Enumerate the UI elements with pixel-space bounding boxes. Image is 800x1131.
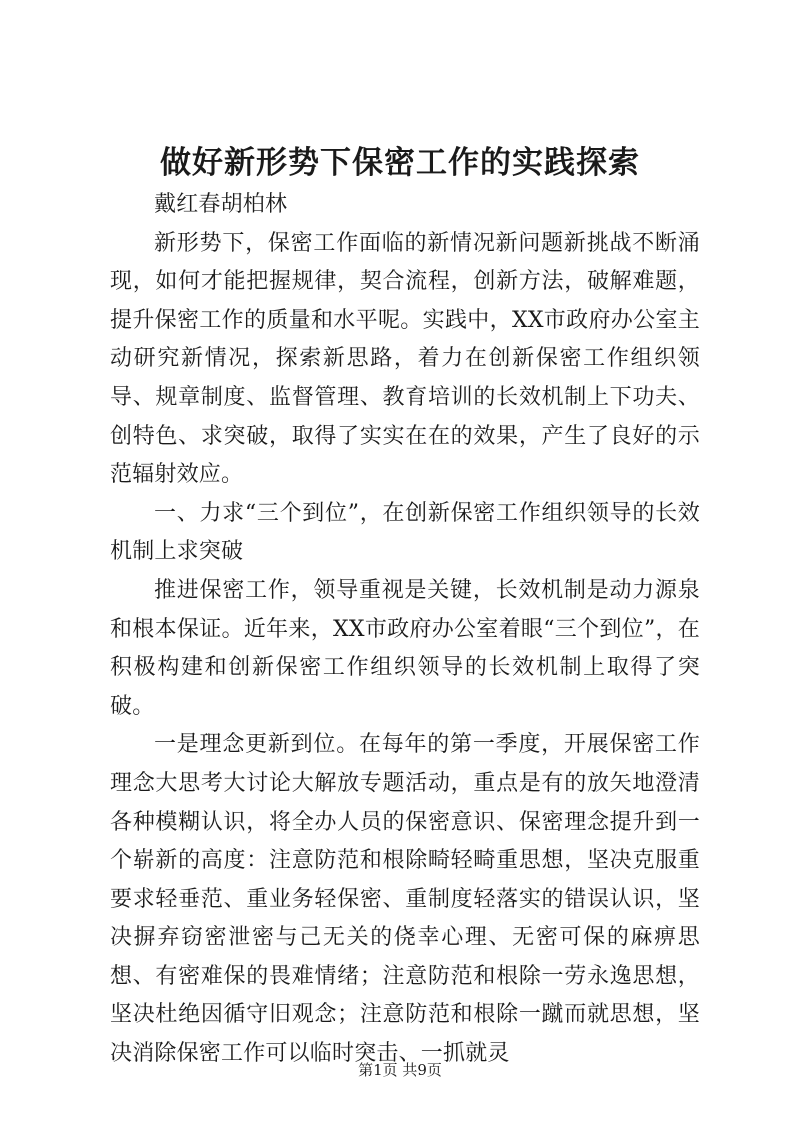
page-number-footer: 第1页 共9页: [358, 1061, 442, 1079]
document-body: [110, 186, 700, 1074]
author-line: 戴红春胡柏林: [154, 192, 288, 217]
point-one-paragraph: 一是理念更新到位。在每年的第一季度，开展保密工作理念大思考大讨论大解放专题活动，重点是有的放矢地澄清各种模糊认识，将全办人员的保密意识、保密理念提升到一个崭新的高度：注意防范和根除畸轻畸重思想，坚决克服重要求轻垂范、重业务轻保密、重制度轻落实的错误认识，坚决摒弃窃密泄密与己无关的侥幸心理、无密可保的麻痹思想、有密难保的畏难情绪；注意防范和根除一劳永逸思想，坚决杜绝因循守旧观念；注意防范和根除一蹴而就思想，坚决消除保密工作可以临时突击、一抓就灵: [110, 732, 700, 1067]
intro-paragraph: 新形势下，保密工作面临的新情况新问题新挑战不断涌现，如何才能把握规律，契合流程，创新方法，破解难题，提升保密工作的质量和水平呢。实践中，XX市政府办公室主动研究新情况，探索新思路，着力在创新保密工作组织领导、规章制度、监督管理、教育培训的长效机制上下功夫、创特色、求突破，取得了实实在在的效果，产生了良好的示范辐射效应。: [110, 230, 700, 488]
document-title: 做好新形势下保密工作的实践探索: [160, 145, 640, 181]
section-heading: 一、力求“三个到位”，在创新保密工作组织领导的长效机制上求突破: [110, 500, 700, 565]
section-paragraph: 推进保密工作，领导重视是关键，长效机制是动力源泉和根本保证。近年来，XX市政府办公室着眼“三个到位”，在积极构建和创新保密工作组织领导的长效机制上取得了突破。: [110, 577, 700, 719]
